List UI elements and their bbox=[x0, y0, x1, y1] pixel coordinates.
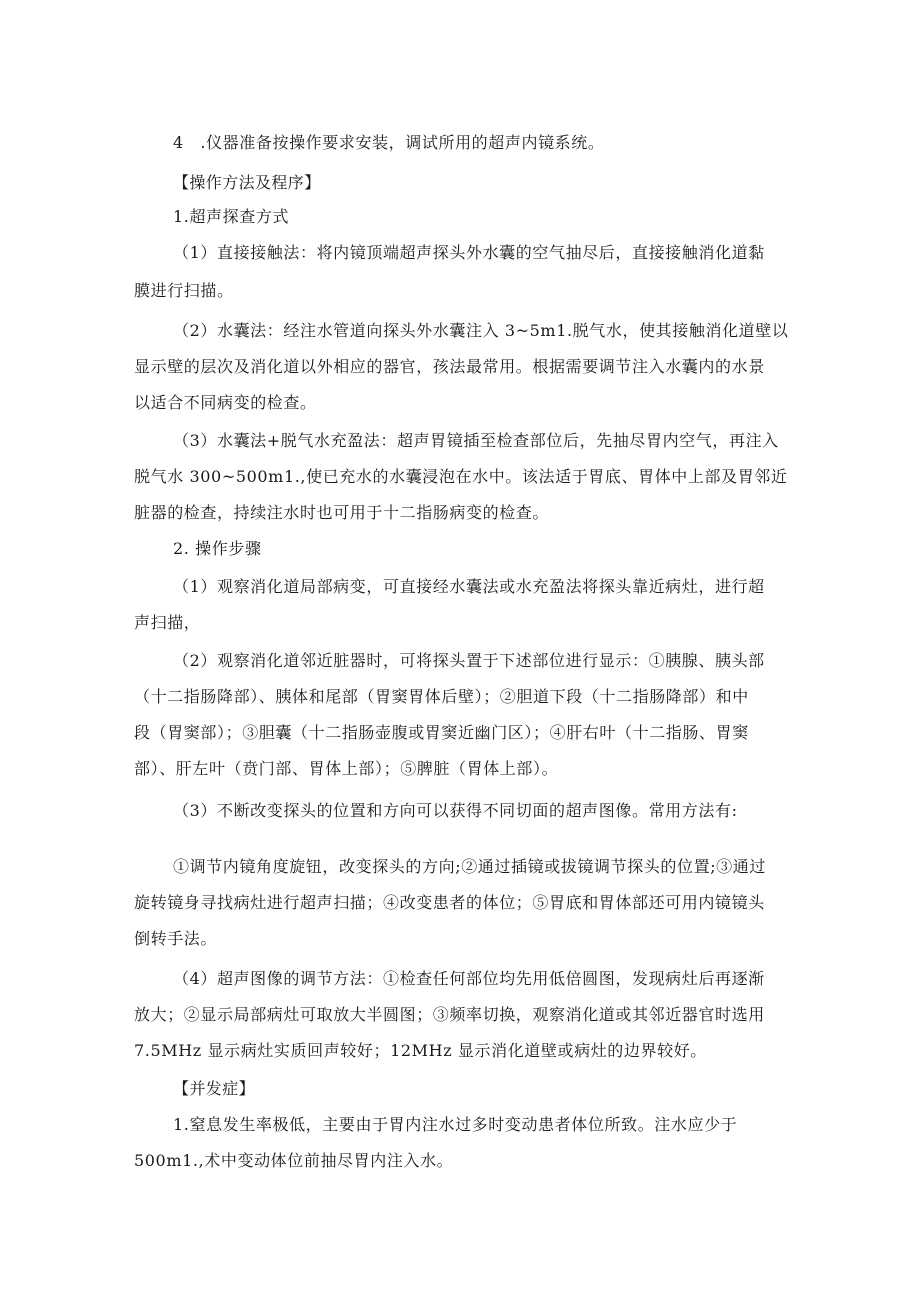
paragraph-line: 以适合不同病变的检查。 bbox=[134, 393, 317, 412]
paragraph-line: （1）观察消化道局部病变，可直接经水囊法或水充盈法将探头靠近病灶，进行超 bbox=[173, 577, 765, 596]
paragraph-line: 声扫描， bbox=[134, 613, 201, 632]
paragraph-line: 段（胃窦部）；③胆囊（十二指肠壶腹或胃窦近幽门区）；④肝右叶（十二指肠、胃窦 bbox=[134, 723, 749, 742]
paragraph-line: 7.5MHz 显示病灶实质回声较好；12MHz 显示消化道壁或病灶的边界较好。 bbox=[134, 1041, 707, 1060]
paragraph-line: （3）不断改变探头的位置和方向可以获得不同切面的超声图像。常用方法有: bbox=[173, 801, 738, 820]
paragraph-line: 旋转镜身寻找病灶进行超声扫描；④改变患者的体位；⑤胃底和胃体部还可用内镜镜头 bbox=[134, 893, 765, 912]
paragraph-line: （2）水囊法：经注水管道向探头外水囊注入 3~5m1.脱气水，使其接触消化道壁以 bbox=[173, 321, 789, 340]
subheading-operation-steps: 2. 操作步骤 bbox=[173, 539, 262, 558]
paragraph-line: （1）直接接触法：将内镜顶端超声探头外水囊的空气抽尽后，直接接触消化道黏 bbox=[173, 243, 765, 262]
paragraph-line: 500m1.,术中变动体位前抽尽胃内注入水。 bbox=[134, 1151, 454, 1170]
section-heading-complications: 【并发症】 bbox=[173, 1079, 256, 1098]
paragraph-line: 膜进行扫描。 bbox=[134, 281, 234, 300]
paragraph-line: 放大；②显示局部病灶可取放大半圆图；③频率切换，观察消化道或其邻近器官时选用 bbox=[134, 1005, 765, 1024]
paragraph-line: 倒转手法。 bbox=[134, 929, 218, 948]
list-item-instrument-prep: 4 .仪器准备按操作要求安装，调试所用的超声内镜系统。 bbox=[173, 133, 605, 152]
paragraph-line: 1.窒息发生率极低，主要由于胃内注水过多时变动患者体位所致。注水应少于 bbox=[173, 1115, 738, 1134]
paragraph-line: （2）观察消化道邻近脏器时，可将探头置于下述部位进行显示：①胰腺、胰头部 bbox=[173, 651, 765, 670]
paragraph-line: 显示壁的层次及消化道以外相应的器官，孩法最常用。根据需要调节注入水囊内的水景 bbox=[134, 357, 765, 376]
section-heading-operation-method: 【操作方法及程序】 bbox=[173, 173, 321, 192]
subheading-ultrasound-probing-mode: 1.超声探查方式 bbox=[173, 207, 290, 226]
paragraph-line: （4）超声图像的调节方法：①检查任何部位均先用低倍圆图，发现病灶后再逐渐 bbox=[173, 969, 765, 988]
paragraph-line: （十二指肠降部）、胰体和尾部（胃窦胃体后壁）；②胆道下段（十二指肠降部）和中 bbox=[134, 687, 749, 706]
paragraph-line: ①调节内镜角度旋钮，改变探头的方向;②通过插镜或拔镜调节探头的位置;③通过 bbox=[173, 857, 766, 876]
paragraph-line: 部）、肝左叶（贲门部、胃体上部）；⑤脾脏（胃体上部）。 bbox=[134, 759, 559, 778]
paragraph-line: 脏器的检查，持续注水时也可用于十二指肠病变的检查。 bbox=[134, 503, 550, 522]
paragraph-line: （3）水囊法+脱气水充盈法：超声胃镜插至检查部位后，先抽尽胃内空气，再注入 bbox=[173, 431, 779, 450]
paragraph-line: 脱气水 300~500m1.,使已充水的水囊浸泡在水中。该法适于胃底、胃体中上部及胃邻近 bbox=[134, 467, 788, 486]
